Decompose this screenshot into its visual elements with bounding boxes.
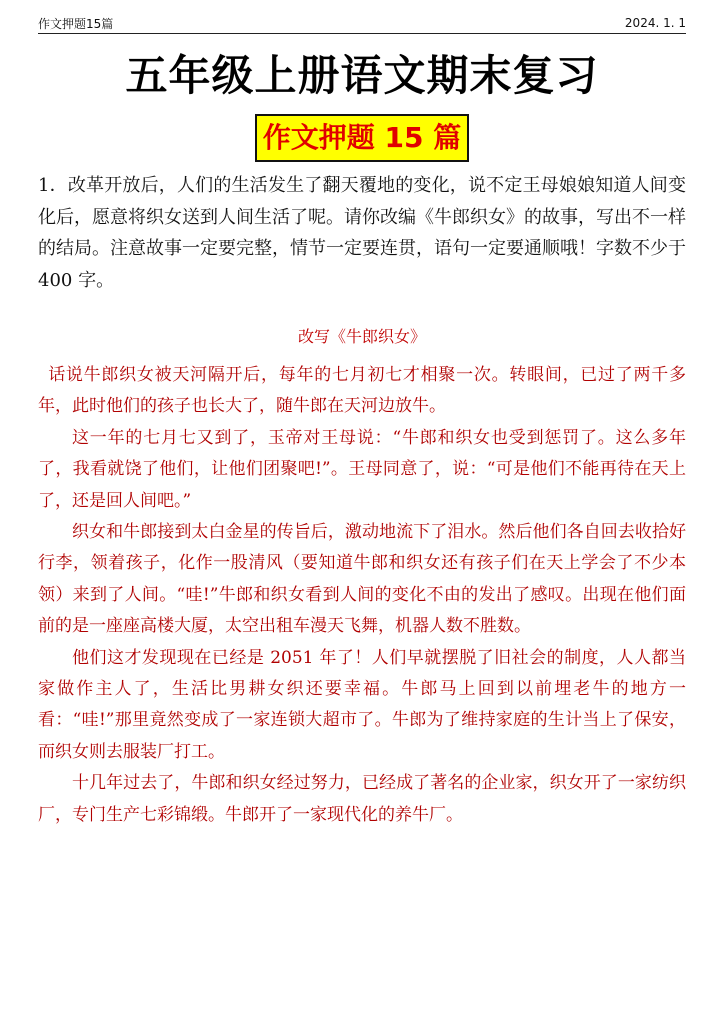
subtitle-badge: 作文押题 15 篇: [255, 114, 469, 162]
essay-title: 改写《牛郎织女》: [297, 327, 426, 346]
header-divider: [38, 33, 686, 34]
essay-paragraph: 他们这才发现现在已经是 2051 年了！人们早就摆脱了旧社会的制度，人人都当家做作主人了，生活比男耕女织还要幸福。牛郎马上回到以前埋老牛的地方一看：“哇!”那里竟然变成了一家连锁大超市了。牛郎为了维持家庭的生计当上了保安，而织女则去服装厂打工。: [38, 647, 686, 762]
page-title: 五年级上册语文期末复习: [125, 51, 599, 100]
essay-paragraph: 这一年的七月七又到了，玉帝对王母说：“牛郎和织女也受到惩罚了。这么多年了，我看就饶了他们，让他们团聚吧!”。王母同意了，说：“可是他们不能再待在天上了，还是回人间吧。”: [38, 427, 686, 511]
header-left-text: 作文押题15篇: [38, 16, 114, 31]
writing-prompt: 1．改革开放后，人们的生活发生了翻天覆地的变化，说不定王母娘娘知道人间变化后，愿意将织女送到人间生活了呢。请你改编《牛郎织女》的故事，写出不一样的结局。注意故事一定要完整，情节一定要连贯，语句一定要通顺哦！字数不少于 400 字。: [38, 175, 686, 291]
subtitle-container: [0, 114, 724, 162]
essay-paragraph: 十几年过去了，牛郎和织女经过努力，已经成了著名的企业家，织女开了一家纺织厂，专门生产七彩锦缎。牛郎开了一家现代化的养牛厂。: [38, 773, 686, 825]
essay-paragraph: 话说牛郎织女被天河隔开后，每年的七月初七才相聚一次。转眼间，已过了两千多年，此时他们的孩子也长大了，随牛郎在天河边放牛。: [38, 365, 686, 417]
running-header: [38, 13, 686, 33]
essay-body: [38, 360, 686, 831]
header-date: 2024. 1. 1: [624, 16, 686, 30]
essay-paragraph: 织女和牛郎接到太白金星的传旨后，激动地流下了泪水。然后他们各自回去收拾好行李，领着孩子，化作一股清风（要知道牛郎和织女还有孩子们在天上学会了不少本领）来到了人间。“哇!”牛郎和织女看到人间的变化不由的发出了感叹。出现在他们面前的是一座座高楼大厦，太空出租车漫天飞舞，机器人数不胜数。: [38, 522, 686, 637]
